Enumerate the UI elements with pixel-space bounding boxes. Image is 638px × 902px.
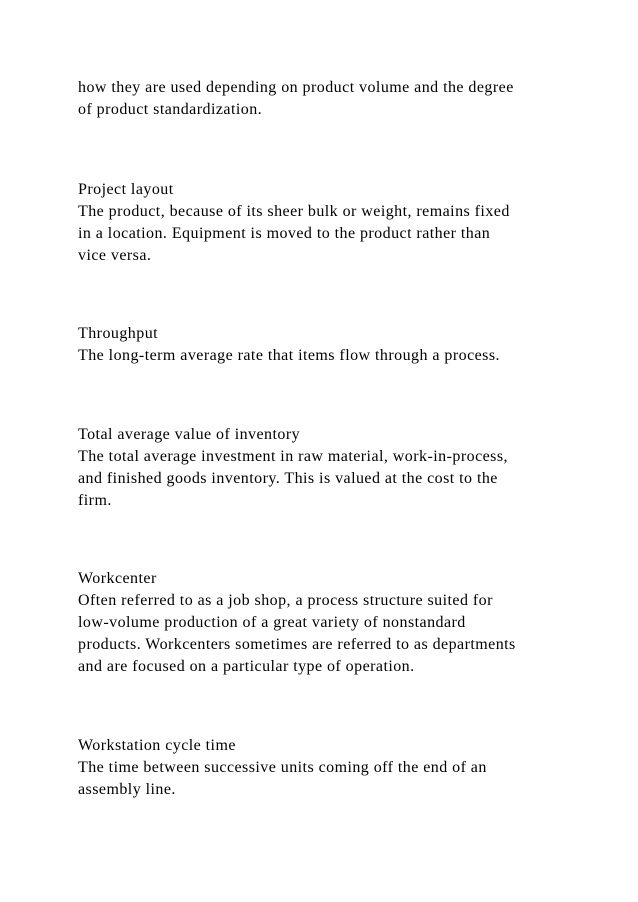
glossary-term: Project layout	[78, 181, 174, 198]
glossary-term: Workstation cycle time	[78, 737, 236, 754]
glossary-definition-line: The product, because of its sheer bulk or weight, remains fixed	[78, 203, 510, 220]
glossary-term: Total average value of inventory	[78, 426, 301, 443]
glossary-definition-line: vice versa.	[78, 247, 152, 264]
intro-line: how they are used depending on product volume and the degree	[78, 79, 514, 96]
glossary-definition-line: and are focused on a particular type of operation.	[78, 658, 415, 675]
glossary-term: Throughput	[78, 325, 159, 342]
glossary-term: Workcenter	[78, 570, 157, 587]
glossary-definition-line: The total average investment in raw material, work-in-process,	[78, 448, 508, 465]
glossary-definition-line: The time between successive units coming off the end of an	[78, 759, 487, 776]
glossary-definition-line: The long-term average rate that items flow through a process.	[78, 347, 500, 364]
glossary-definition-line: low-volume production of a great variety of nonstandard	[78, 614, 466, 631]
intro-line: of product standardization.	[78, 101, 263, 118]
glossary-definition-line: in a location. Equipment is moved to the product rather than	[78, 225, 491, 242]
glossary-definition-line: Often referred to as a job shop, a process structure suited for	[78, 592, 493, 609]
glossary-definition-line: and finished goods inventory. This is valued at the cost to the	[78, 470, 498, 487]
glossary-definition-line: assembly line.	[78, 781, 176, 798]
glossary-definition-line: firm.	[78, 492, 112, 509]
glossary-definition-line: products. Workcenters sometimes are referred to as departments	[78, 636, 516, 653]
